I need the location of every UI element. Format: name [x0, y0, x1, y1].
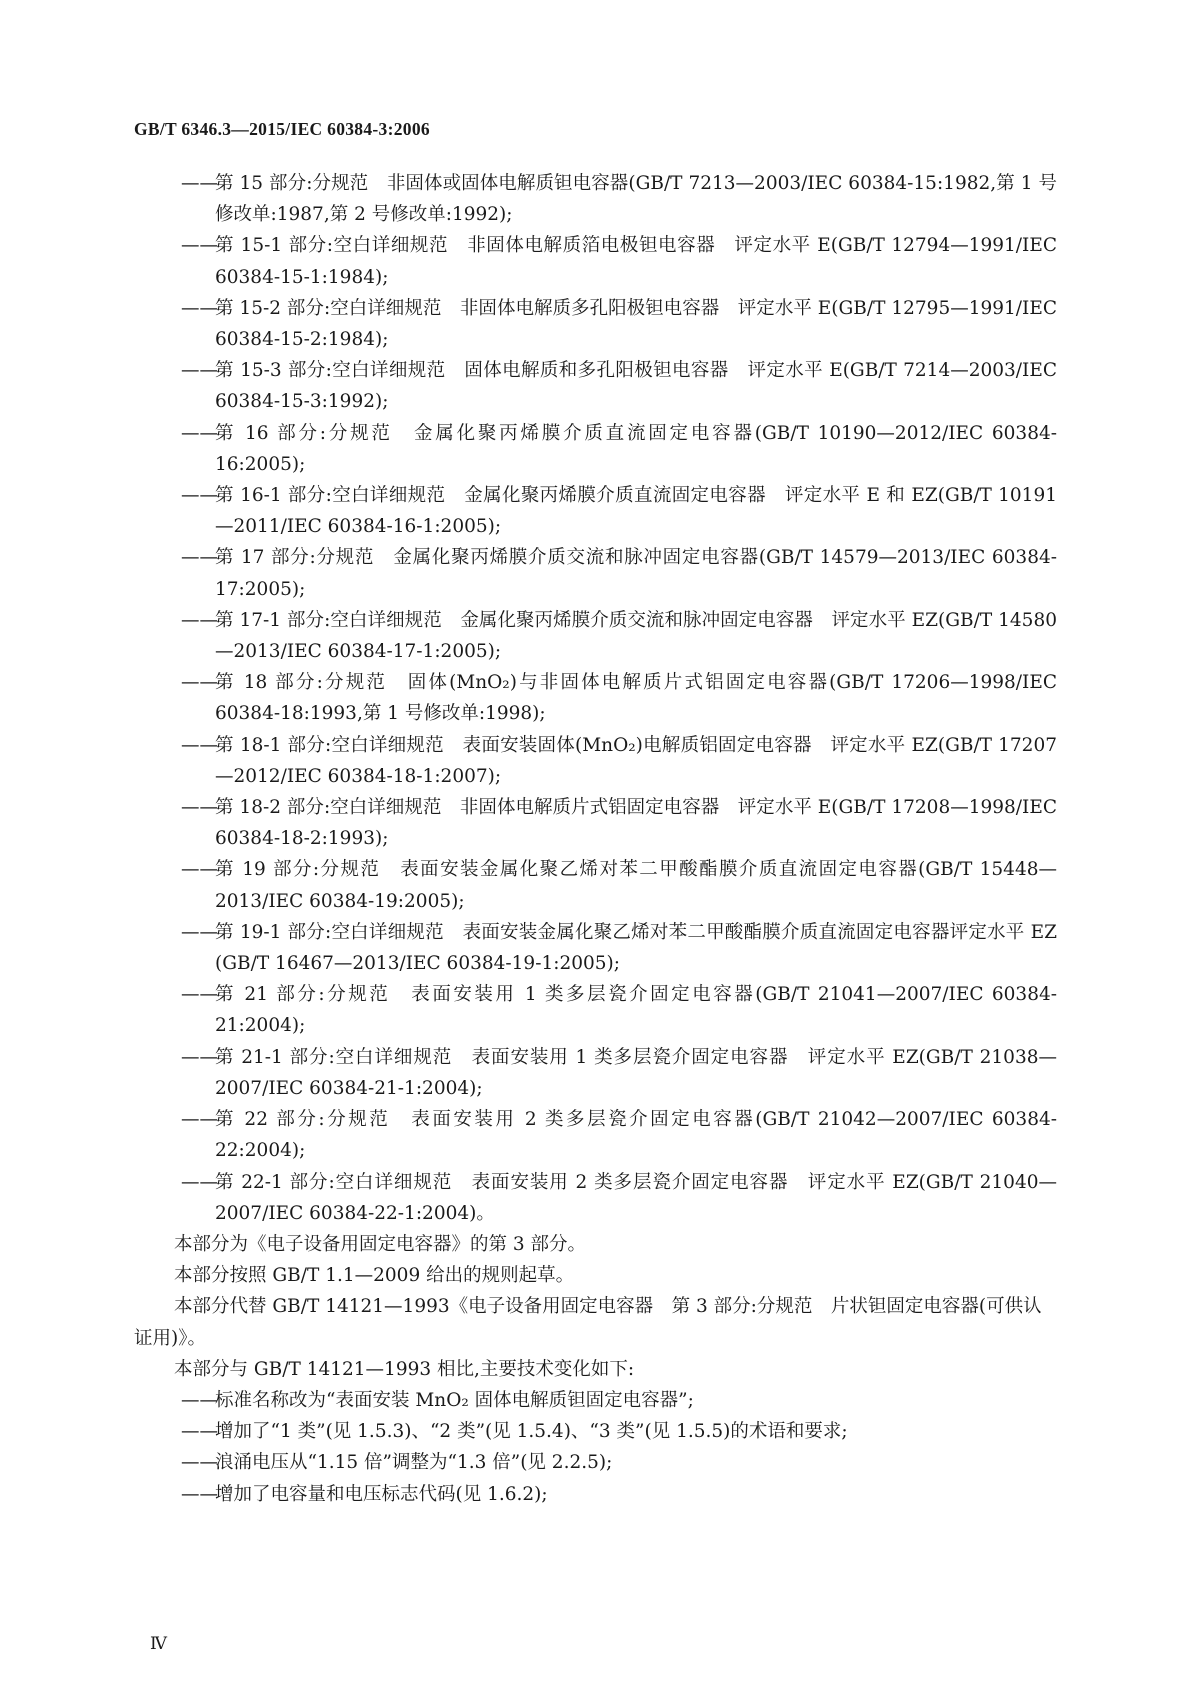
list-dash: —— [181, 1389, 218, 1411]
list-item-text: 第 15 部分:分规范 非固体或固体电解质钽电容器(GB/T 7213—2003/IEC 60384-15:1982,第 1 号修改单:1987,第 2 号修改单:1992); [215, 173, 1057, 226]
list-dash: —— [181, 921, 218, 943]
part-list-item [134, 667, 1057, 729]
part-list-item [134, 230, 1057, 292]
part-list-item [134, 1104, 1057, 1166]
list-item-text: 第 15-3 部分:空白详细规范 固体电解质和多孔阳极钽电容器 评定水平 E(GB/T 7214—2003/IEC 60384-15-3:1992); [215, 360, 1057, 413]
list-item-text: 增加了“1 类”(见 1.5.3)、“2 类”(见 1.5.4)、“3 类”(见 1.5.5)的术语和要求; [215, 1421, 848, 1443]
list-item-text: 第 15-1 部分:空白详细规范 非固体电解质箔电极钽电容器 评定水平 E(GB/T 12794—1991/IEC 60384-15-1:1984); [215, 235, 1057, 288]
list-dash: —— [181, 1171, 218, 1193]
part-list-item [134, 605, 1057, 667]
document-body [134, 168, 1057, 1510]
list-item-text: 第 18-2 部分:空白详细规范 非固体电解质片式铝固定电容器 评定水平 E(GB/T 17208—1998/IEC 60384-18-2:1993); [215, 797, 1057, 850]
body-paragraph: 本部分代替 GB/T 14121—1993《电子设备用固定电容器 第 3 部分:分规范 片状钽固定电容器(可供认证用)》。 [134, 1296, 1042, 1349]
list-item-text: 增加了电容量和电压标志代码(见 1.6.2); [215, 1483, 548, 1505]
list-dash: —— [181, 422, 218, 444]
list-dash: —— [181, 1109, 218, 1131]
part-list-item [134, 1042, 1057, 1104]
list-dash: —— [181, 1421, 218, 1443]
list-item-text: 第 21-1 部分:空白详细规范 表面安装用 1 类多层瓷介固定电容器 评定水平 EZ(GB/T 21038—2007/IEC 60384-21-1:2004); [215, 1046, 1057, 1099]
part-list-item [134, 355, 1057, 417]
list-dash: —— [181, 734, 218, 756]
list-dash: —— [181, 797, 218, 819]
list-item-text: 第 21 部分:分规范 表面安装用 1 类多层瓷介固定电容器(GB/T 21041—2007/IEC 60384-21:2004); [215, 984, 1057, 1037]
list-item-text: 第 22 部分:分规范 表面安装用 2 类多层瓷介固定电容器(GB/T 21042—2007/IEC 60384-22:2004); [215, 1109, 1057, 1162]
list-dash: —— [181, 859, 218, 881]
part-list [134, 168, 1057, 1229]
body-paragraph: 本部分为《电子设备用固定电容器》的第 3 部分。 [174, 1233, 587, 1255]
part-list-item [134, 730, 1057, 792]
list-dash: —— [181, 1046, 218, 1068]
part-list-item [134, 979, 1057, 1041]
part-list-item [134, 792, 1057, 854]
list-item-text: 第 18 部分:分规范 固体(MnO₂)与非固体电解质片式铝固定电容器(GB/T 17206—1998/IEC 60384-18:1993,第 1 号修改单:1998); [215, 672, 1057, 725]
list-item-text: 第 16-1 部分:空白详细规范 金属化聚丙烯膜介质直流固定电容器 评定水平 E 和 EZ(GB/T 10191—2011/IEC 60384-16-1:2005); [215, 485, 1057, 538]
list-dash: —— [181, 360, 218, 382]
page-number: Ⅳ [150, 1634, 167, 1654]
list-item-text: 标准名称改为“表面安装 MnO₂ 固体电解质钽固定电容器”; [215, 1389, 694, 1411]
list-dash: —— [181, 1483, 218, 1505]
list-dash: —— [181, 984, 218, 1006]
change-list-item [134, 1416, 1057, 1447]
change-list-item [134, 1479, 1057, 1510]
list-item-text: 第 19 部分:分规范 表面安装金属化聚乙烯对苯二甲酸酯膜介质直流固定电容器(GB/T 15448—2013/IEC 60384-19:2005); [215, 859, 1057, 912]
part-list-item [134, 917, 1057, 979]
list-item-text: 第 22-1 部分:空白详细规范 表面安装用 2 类多层瓷介固定电容器 评定水平 EZ(GB/T 21040—2007/IEC 60384-22-1:2004)。 [215, 1171, 1057, 1224]
list-item-text: 第 16 部分:分规范 金属化聚丙烯膜介质直流固定电容器(GB/T 10190—2012/IEC 60384-16:2005); [215, 422, 1057, 475]
list-dash: —— [181, 672, 218, 694]
change-list-item [134, 1447, 1057, 1478]
list-item-text: 第 15-2 部分:空白详细规范 非固体电解质多孔阳极钽电容器 评定水平 E(GB/T 12795—1991/IEC 60384-15-2:1984); [215, 297, 1057, 351]
list-dash: —— [181, 173, 218, 194]
list-item-text: 第 17-1 部分:空白详细规范 金属化聚丙烯膜介质交流和脉冲固定电容器 评定水平 EZ(GB/T 14580—2013/IEC 60384-17-1:2005); [215, 609, 1057, 663]
list-dash: —— [181, 485, 218, 507]
change-list [134, 1385, 1057, 1510]
part-list-item [134, 418, 1057, 480]
body-paragraph: 本部分与 GB/T 14121—1993 相比,主要技术变化如下: [174, 1358, 635, 1380]
list-item-text: 第 19-1 部分:空白详细规范 表面安装金属化聚乙烯对苯二甲酸酯膜介质直流固定电容器评定水平 EZ (GB/T 16467—2013/IEC 60384-19-1:2005); [215, 921, 1057, 975]
part-list-item [134, 293, 1057, 355]
body-paragraph: 本部分按照 GB/T 1.1—2009 给出的规则起草。 [174, 1265, 575, 1287]
list-item-text: 第 17 部分:分规范 金属化聚丙烯膜介质交流和脉冲固定电容器(GB/T 14579—2013/IEC 60384-17:2005); [215, 547, 1057, 600]
body-paragraphs [134, 1229, 1057, 1385]
part-list-item [134, 1167, 1057, 1229]
list-dash: —— [181, 235, 218, 257]
part-list-item [134, 168, 1057, 230]
document-code-header: GB/T 6346.3—2015/IEC 60384-3:2006 [134, 119, 430, 139]
list-item-text: 第 18-1 部分:空白详细规范 表面安装固体(MnO₂)电解质铝固定电容器 评定水平 EZ(GB/T 17207—2012/IEC 60384-18-1:2007); [215, 734, 1057, 787]
list-dash: —— [181, 609, 218, 631]
part-list-item [134, 480, 1057, 542]
part-list-item [134, 854, 1057, 916]
list-dash: —— [181, 547, 218, 569]
list-item-text: 浪涌电压从“1.15 倍”调整为“1.3 倍”(见 2.2.5); [215, 1452, 613, 1474]
list-dash: —— [181, 1452, 218, 1474]
change-list-item [134, 1385, 1057, 1416]
part-list-item [134, 542, 1057, 604]
list-dash: —— [181, 297, 218, 319]
